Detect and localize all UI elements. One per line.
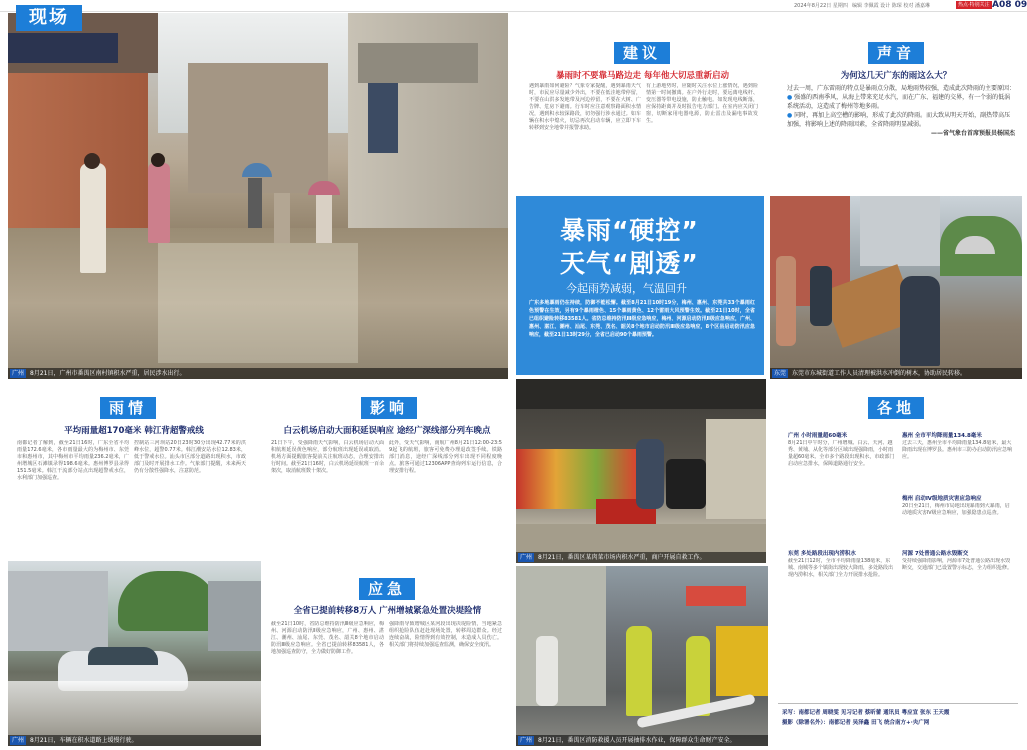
caption-location: 东莞 — [774, 370, 787, 377]
bystander — [536, 636, 558, 706]
gedi-guangzhou-text: 8月21日中午时分，广州增城、白云、天河、越秀、黄埔、从化等部分区域出现强降雨，小时雨量超60毫米。全市多个路段出现积水，市政部门启动应急排水，保障道路通行安全。 — [788, 440, 895, 467]
building-mid — [860, 196, 940, 266]
shop-sign — [686, 586, 746, 606]
yuqing-col2: 控制站三河坝站20日23时30分出现42.77米的洪峰水位，超警0.77米。韩江潮安站水位12.83米，低于警戒水位。汕头市区部分道路出现积水，市政部门及时开展排水工作。气象部门提醒，未来两天仍有分散性强降水，注意防范。 — [134, 440, 246, 474]
shengyin-subtitle: 为何这几天广东的雨这么大？ — [840, 71, 952, 81]
yingxiang-col2: 此外，受天气影响，南航广州8月21日12:00-23:59起飞的航班，旅客可免费办理退改签手续。铁路部门消息，途经广深线部分列车出现不同程度晚点。旅客可通过12306APP查询列车运行信息，合理安排行程。 — [389, 440, 502, 474]
gedi-meizhou — [902, 495, 1014, 543]
gedi-heyuan-heading: 河源 7处普通公路水毁断交 — [902, 551, 969, 557]
right-top-photo — [770, 196, 1022, 379]
person-mid-1 — [248, 178, 262, 228]
car-window — [88, 647, 158, 665]
bottom-left-photo-caption — [8, 735, 261, 746]
building-right — [208, 581, 261, 651]
worker-3 — [810, 266, 832, 326]
caption-location: 广州 — [12, 370, 25, 377]
market-photo — [516, 379, 766, 563]
yuqing-subtitle: 平均雨量超170毫米 韩江背超警戒线 — [64, 426, 204, 436]
section-yingxiang: 影响 — [361, 397, 417, 419]
mid-photo-caption — [516, 552, 766, 563]
gedi-heyuan — [902, 550, 1014, 698]
shengyin-text — [787, 84, 1015, 138]
shengyin-bullet-2-text: 同时，再加上高空槽的影响，形成了此次的降雨。而大致从明天开始，副热带高压加强，将影响上述的降雨因素，全省降雨明显减弱。 — [787, 112, 1011, 128]
headline-main-1: 暴雨“硬控” — [560, 216, 699, 245]
yingxiang-col1: 21日下午，受强降雨天气影响，白云机场启动大面积航班延误黄色响应，部分航班出现延误或取消。机场方面提醒旅客提前关注航班动态，合理安排出行时间。截至21日16时，白云机场延误航班一百余架次，取消航班数十架次。 — [271, 440, 384, 474]
caption-text: 8月21日，番禺区消防救援人员开展抽排水作业，保障群众生命财产安全。 — [538, 737, 736, 744]
motorcycle — [666, 459, 706, 509]
jianyi-col2: 有上游地势时，应随时关注水位上涨情况，遇到险情第一时间撤离。在户外行走时，要远离电线杆、变压器等带电设施，防止触电。如发现电线断落，应保持距离并及时报告电力部门。在室内应关闭门窗，切断家用电器电源，防止雷击及漏电事故发生。 — [646, 83, 758, 124]
yingji-subtitle: 全省已提前转移8万人 广州增城紧急处置决堤险情 — [293, 606, 482, 616]
jianyi-col1: 遇到暴雨如何避险？气象专家提醒，遇到暴雨天气时，市民应尽量减少外出，不要在低洼地带停留，不要在山洪多发地带及河边停留，不要在大树、广告牌、危房下避雨。行车时应注意观察路面积水情况，遇到积水较深路段，切勿强行涉水通过。如车辆在积水中熄火，切忌再次启动车辆，应立即下车转移到安全地带并报警求助。 — [529, 83, 641, 131]
umbrella-2 — [308, 181, 340, 195]
shengyin-bullet-2: ● 同时，再加上高空槽的影响，形成了此次的降雨。而大致从明天开始，副热带高压加强，将影响上述的降雨因素，全省降雨明显减弱。 — [787, 112, 1011, 128]
gedi-dongguan — [788, 550, 896, 698]
person-mid-3 — [274, 193, 290, 243]
gedi-huizhou-text: 过去三天，惠州全市平均降雨量134.8毫米，最大降雨出现在博罗县。惠州市三防办启动防汛应急响应。 — [902, 440, 1013, 460]
car-flood-photo — [8, 561, 261, 746]
yingji-col2: 强降雨导致增城区某河段出现决堤险情，当地紧急组织抢险队伍赶赴现场处置，转移周边群众。经过连续奋战，险情得到有效控制，未造成人员伤亡。相关部门将持续加强巡查监测，确保安全度汛。 — [389, 621, 502, 648]
caption-text: 8月21日，番禺区某肉菜市场内积水严重，商户开展自救工作。 — [538, 554, 706, 561]
gedi-huizhou — [902, 432, 1014, 485]
worker-2 — [776, 256, 796, 346]
shengyin-sign: ——省气象台首席预报员杨国杰 — [930, 130, 1015, 137]
gedi-guangzhou-heading: 广州 小时雨量超60毫米 — [788, 433, 848, 439]
main-photo-caption — [8, 368, 508, 379]
water-reflection — [158, 243, 358, 363]
credits-line-1: 采写：南都记者 周晓雯 见习记者 蔡昕蕾 通讯员 粤应宣 张东 王天霞 — [782, 710, 950, 716]
gedi-meizhou-heading: 梅州 启动Ⅳ级地质灾害应急响应 — [902, 496, 982, 502]
caption-text: 东莞市东城街道工作人员清理被洪水冲倒的树木，协助居民转移。 — [792, 370, 967, 377]
section-shengyin: 声音 — [868, 42, 924, 64]
main-flood-photo — [8, 13, 508, 379]
page-number: A08 09 — [992, 0, 1027, 10]
headline-sub: 今起雨势减弱，气温回升 — [566, 282, 687, 295]
headline-main-2: 天气“剧透” — [560, 249, 699, 278]
masthead-date: 2024年8月22日 星期四 — [794, 3, 848, 9]
credits-line-2: 摄影（除署名外）：南都记者 吴泽鑫 田飞 统合南方+·央广网 — [782, 720, 930, 726]
gedi-huizhou-heading: 惠州 全市平均降雨量134.8毫米 — [902, 433, 982, 439]
section-yuqing: 雨情 — [100, 397, 156, 419]
shop-front — [516, 566, 606, 706]
section-yingji: 应急 — [359, 578, 415, 600]
worker-1 — [900, 276, 940, 366]
yingji-col1: 截至21日10时，省防总维持防汛Ⅲ级应急响应，梅州、河源启动防汛Ⅱ级应急响应，广州、惠州、湛江、潮州、汕尾、东莞、茂名、韶关8个地市启动防汛Ⅲ级应急响应。全省已提前转移83581人，各地加强巡查防守，全力做好防御工作。 — [271, 621, 384, 655]
caption-location: 广州 — [12, 737, 25, 744]
person-left-1 — [80, 163, 106, 273]
firefighters-photo — [516, 566, 768, 746]
gedi-guangzhou — [788, 432, 896, 538]
gedi-dongguan-heading: 东莞 多处路段出现内涝积水 — [788, 551, 856, 557]
market-ceiling-lights — [516, 379, 766, 409]
shengyin-intro: 过去一周，广东雷雨的特点是暴雨点分散，局地雨势较强，造成此次降雨的主要原因： — [787, 85, 1016, 92]
right-shop — [706, 419, 766, 519]
shengyin-bullet-1: ● 强盛的西南季风，从海上带来充足水汽，而在广东、福建的交界，有一个弱的低涡系统活动，这造成了梅州等地多雨。 — [787, 94, 1011, 110]
credits-rule — [778, 703, 1018, 704]
section-tag: 现场 — [16, 5, 82, 31]
person-left-2-head — [151, 153, 165, 167]
yingxiang-subtitle: 白云机场启动大面积延误响应 途经广深线部分列车晚点 — [283, 426, 491, 436]
person-mid-2 — [316, 195, 332, 243]
headline-lead: 广东多地暴雨仍在持续，防御不能松懈。截至8月21日10时19分，梅州、惠州、东莞共33个暴雨红色预警在生效，另有9个暴雨橙色、15个暴雨黄色、12个雷雨大风预警生效。截至21日10时，全省已组织避险转移83581人。省防总维持防汛Ⅲ级应急响应，梅州、河源启动防汛Ⅱ级应急响应，广州、惠州、湛江、潮州、汕尾、东莞、茂名、韶关8个地市启动防汛Ⅲ级应急响应，8个区县启动防汛应急响应，截至21日13时29分，全省已启动90个暴雨预警。 — [529, 300, 755, 338]
shengyin-bullet-1-text: 强盛的西南季风，从海上带来充足水汽，而在广东、福建的交界，有一个弱的低涡系统活动，这造成了梅州等地多雨。 — [787, 94, 1011, 110]
section-gedi: 各地 — [868, 397, 924, 419]
top-left-banner — [8, 33, 118, 63]
caption-text: 8月21日，广州市番禺区南村镇积水严重，居民涉水出行。 — [30, 370, 186, 377]
vendor — [636, 439, 664, 509]
right-photo-caption — [770, 368, 1022, 379]
gedi-meizhou-text: 20日至21日，梅州市局地出现暴雨到大暴雨，启动地质灾害Ⅳ级应急响应，加强隐患点巡查。 — [902, 503, 1010, 516]
gedi-heyuan-text: 受持续强降雨影响，河源市7处普通公路出现水毁断交，交通部门已设置警示标志，全力组织抢修。 — [902, 558, 1013, 571]
caption-text: 8月21日，车辆在积水道路上缓慢行驶。 — [30, 737, 138, 744]
caption-location: 广州 — [520, 737, 533, 744]
person-left-1-head — [84, 153, 100, 169]
jianyi-subtitle: 暴雨时不要靠马路边走 每年他大切忌重新启动 — [556, 71, 729, 81]
yellow-pump-truck — [716, 626, 768, 696]
yuqing-col1: 南都记者了解到，截至21日16时，广东全省平均雨量172.6毫米，各市雨量最大的为梅州市、东莞市和惠州市，其中梅州市平均雨量236.2毫米，广州增城区石滩镇录得198.6毫米。惠州博罗县录得151.5毫米。韩江干流部分站点出现超警戒水位，水利部门加强巡查。 — [17, 440, 129, 481]
section-jianyi: 建议 — [614, 42, 670, 64]
buildings-left — [8, 571, 108, 651]
caption-location: 广州 — [520, 554, 533, 561]
bottom-mid-photo-caption — [516, 735, 768, 746]
right-balcony — [358, 43, 478, 83]
hanging-clothes — [368, 83, 398, 153]
trees — [118, 571, 218, 631]
masthead-page-tag: 热点·特别关注 — [958, 2, 990, 8]
firefighter-1 — [626, 626, 652, 716]
masthead-editors: 编辑 李佩霞 设计 陈琛 校对 潘嘉琳 — [852, 3, 930, 9]
gedi-dongguan-text: 截至21日12时，全市平均降雨量138毫米，东城、南城等多个镇街出现较大降雨，多处路段出现内涝积水，相关部门全力开展排水抢险。 — [788, 558, 894, 578]
person-left-2 — [148, 163, 170, 243]
